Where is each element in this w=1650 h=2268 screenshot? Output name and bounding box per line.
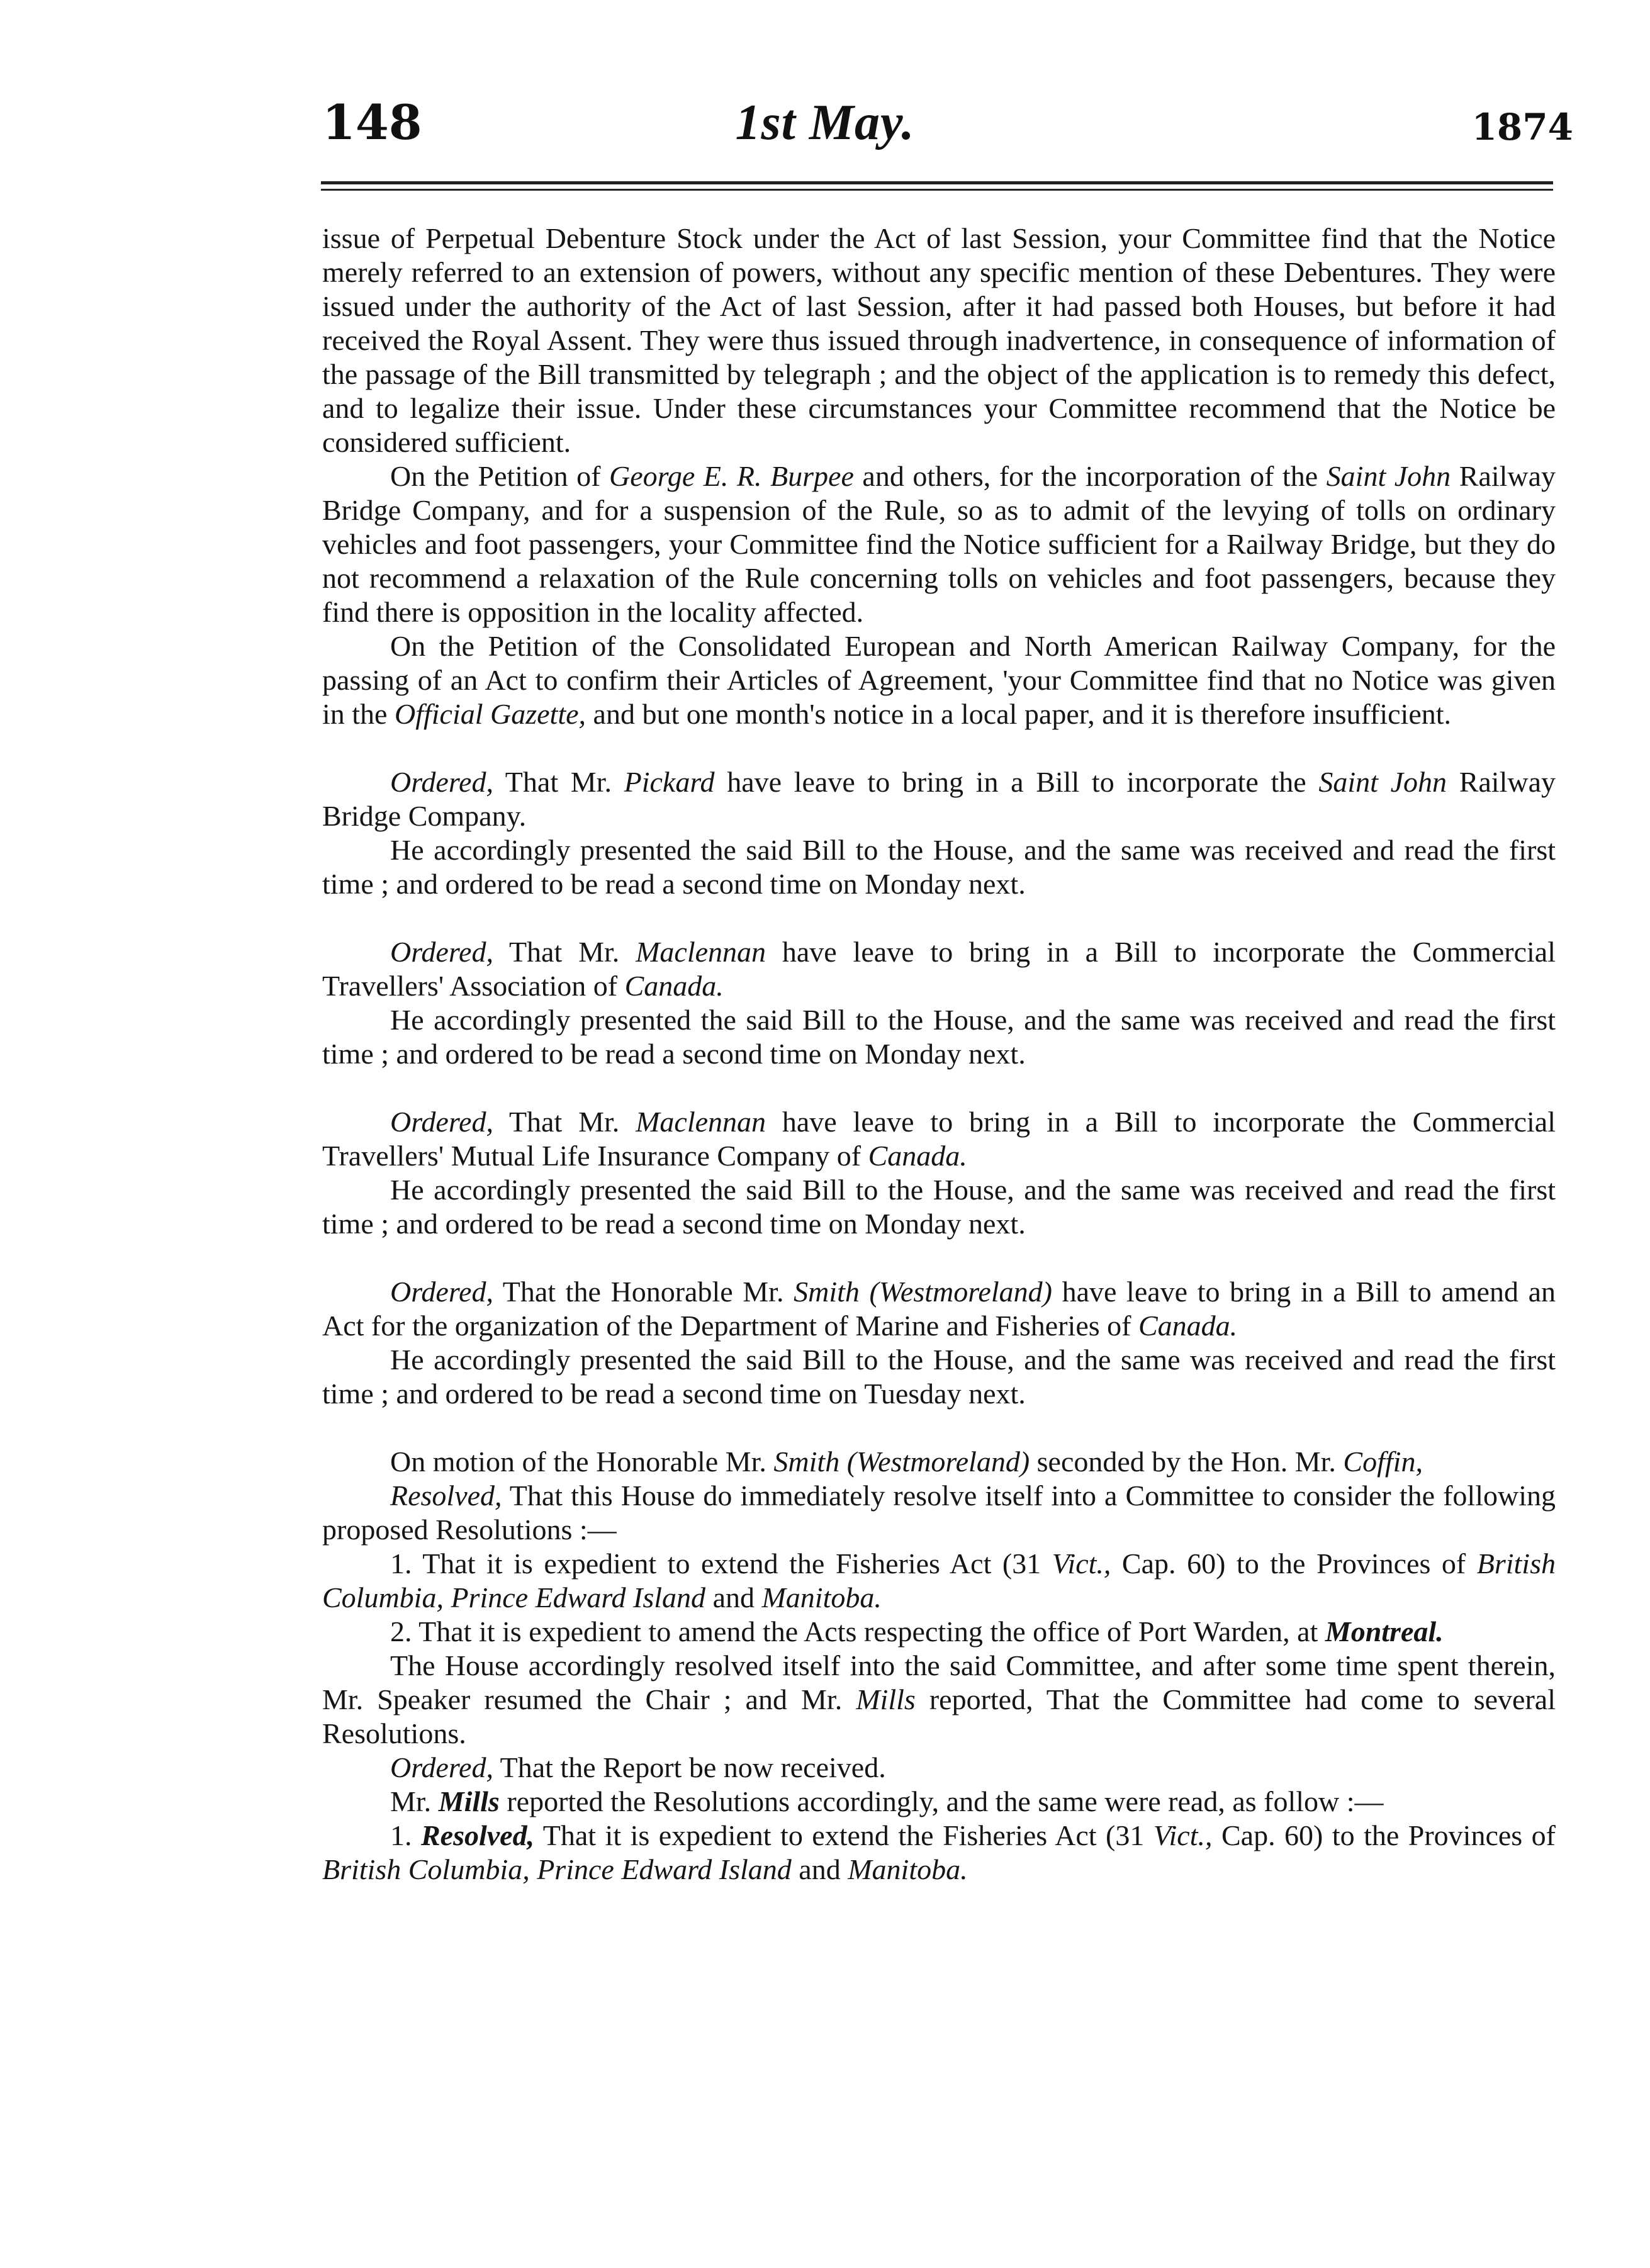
header-rule-top: [321, 181, 1553, 184]
emphasis-run: Canada.: [1138, 1310, 1238, 1342]
emphasis-run: Manitoba.: [848, 1853, 968, 1885]
text-run: have leave to bring in a Bill to incorporate the Commercial Travellers' Mutual Life Insurance Company of: [322, 1106, 1556, 1172]
page-body: [322, 222, 1556, 1887]
text-run: and but one month's notice in a local paper, and it is therefore insufficient.: [586, 698, 1452, 730]
text-run: On motion of the Honorable Mr.: [390, 1446, 774, 1478]
emphasis-run: Mills: [856, 1683, 916, 1715]
text-run: have leave to bring in a Bill to incorporate the: [714, 766, 1319, 798]
paragraph: [322, 1751, 1556, 1785]
paragraph: [322, 1785, 1556, 1819]
text-run: and: [705, 1581, 762, 1614]
paragraph: [322, 629, 1556, 731]
emphasis-run: Pickard: [624, 766, 715, 798]
emphasis-run: British Columbia, Prince Edward Island: [322, 1853, 792, 1885]
emphasis-run: Vict.,: [1052, 1547, 1111, 1580]
text-run: Railway Bridge Company, and for a suspension of the Rule, so as to admit of the levying of tolls on ordinary vehicles and foot passengers, your Committee find the Notice sufficient for a Railway Bridge, but they do not recommend a relaxation of the Rule concerning tolls on vehicles and foot passengers, because they find there is opposition in the locality affected.: [322, 460, 1556, 628]
header-rule-bottom: [321, 189, 1553, 191]
text-run: He accordingly presented the said Bill to the House, and the same was received and read the first time ; and ordered to be read a second time on Tuesday next.: [322, 1344, 1556, 1410]
text-run: have leave to bring in a Bill to incorporate the Commercial Travellers' Association of: [322, 936, 1556, 1002]
emphasis-run: Coffin,: [1343, 1446, 1423, 1478]
running-head-year: 1874: [1471, 106, 1573, 149]
text-run: That it is expedient to extend the Fisheries Act (31: [534, 1819, 1153, 1851]
emphasis-run: Ordered,: [390, 936, 493, 968]
paragraph: [322, 765, 1556, 833]
emphasis-run: Canada.: [868, 1140, 967, 1172]
emphasis-run: Ordered,: [390, 1751, 493, 1783]
paragraph: [322, 1275, 1556, 1343]
paragraph: [322, 833, 1556, 901]
paragraph: [322, 1003, 1556, 1071]
text-run: issue of Perpetual Debenture Stock under the Act of last Session, your Committee find that the Notice merely referred to an extension of powers, without any specific mention of these Debentures. They were issued under the authority of the Act of last Session, after it had passed both Houses, but before it had received the Royal Assent. They were thus issued through inadvertence, in consequence of information of the passage of the Bill transmitted by telegraph ; and the object of the application is to remedy this defect, and to legalize their issue. Under these circumstances your Committee recommend that the Notice be considered sufficient.: [322, 222, 1556, 458]
text-run: 2. That it is expedient to amend the Acts respecting the office of Port Warden, at: [390, 1615, 1325, 1648]
text-run: Cap. 60) to the Provinces of: [1212, 1819, 1556, 1851]
emphasis-run: Resolved,: [390, 1479, 502, 1512]
emphasis-run: George E. R. Burpee: [609, 460, 854, 492]
text-run: He accordingly presented the said Bill to the House, and the same was received and read the first time ; and ordered to be read a second time on Monday next.: [322, 1174, 1556, 1240]
paragraph: [322, 1819, 1556, 1887]
emphasis-run: Ordered,: [390, 766, 493, 798]
text-run: He accordingly presented the said Bill to the House, and the same was received and read the first time ; and ordered to be read a second time on Monday next.: [322, 1004, 1556, 1070]
text-run: seconded by the Hon. Mr.: [1030, 1446, 1344, 1478]
text-run: That Mr.: [493, 936, 636, 968]
text-run: 1. That it is expedient to extend the Fisheries Act (31: [390, 1547, 1052, 1580]
paragraph: [322, 1445, 1556, 1479]
paragraph: [322, 222, 1556, 459]
paragraph: [322, 459, 1556, 629]
page-number: 148: [322, 94, 422, 150]
running-head-date: 1st May.: [735, 95, 915, 150]
paragraph: [322, 1615, 1556, 1649]
emphasis-run: Official Gazette,: [394, 698, 586, 730]
text-run: 1.: [390, 1819, 421, 1851]
text-run: That Mr.: [493, 766, 624, 798]
paragraph: [322, 935, 1556, 1003]
emphasis-run: Resolved,: [420, 1819, 535, 1851]
paragraph: [322, 1547, 1556, 1615]
text-run: and: [791, 1853, 848, 1885]
text-run: That the Honorable Mr.: [493, 1276, 794, 1308]
text-run: reported, That the Committee had come to several Resolutions.: [322, 1683, 1556, 1749]
emphasis-run: Manitoba.: [761, 1581, 882, 1614]
paragraph: [322, 1173, 1556, 1241]
emphasis-run: British Columbia, Prince Edward Island: [322, 1547, 1556, 1614]
text-run: The House accordingly resolved itself into the said Committee, and after some time spent therein, Mr. Speaker resumed the Chair ; and Mr.: [322, 1649, 1556, 1715]
emphasis-run: Smith (Westmoreland): [794, 1276, 1052, 1308]
paragraph: [322, 1343, 1556, 1411]
paragraph: [322, 1479, 1556, 1547]
emphasis-run: Mills: [438, 1785, 500, 1817]
emphasis-run: Maclennan: [636, 936, 766, 968]
emphasis-run: Saint John: [1326, 460, 1451, 492]
emphasis-run: Vict.,: [1153, 1819, 1213, 1851]
paragraph: [322, 1105, 1556, 1173]
text-run: That this House do immediately resolve itself into a Committee to consider the following proposed Resolutions :—: [322, 1479, 1556, 1546]
emphasis-run: Ordered,: [390, 1276, 493, 1308]
emphasis-run: Montreal.: [1325, 1615, 1444, 1648]
text-run: On the Petition of the Consolidated European and North American Railway Company, for the passing of an Act to confirm their Articles of Agreement, 'your Committee find that no Notice was given in the: [322, 630, 1556, 730]
emphasis-run: Saint John: [1318, 766, 1447, 798]
text-run: and others, for the incorporation of the: [853, 460, 1327, 492]
text-run: That the Report be now received.: [493, 1751, 886, 1783]
text-run: On the Petition of: [390, 460, 609, 492]
text-run: He accordingly presented the said Bill to the House, and the same was received and read the first time ; and ordered to be read a second time on Monday next.: [322, 834, 1556, 900]
emphasis-run: Ordered,: [390, 1106, 493, 1138]
emphasis-run: Canada.: [624, 970, 724, 1002]
emphasis-run: Maclennan: [636, 1106, 766, 1138]
text-run: have leave to bring in a Bill to amend an Act for the organization of the Department of Marine and Fisheries of: [322, 1276, 1556, 1342]
emphasis-run: Smith (Westmoreland): [773, 1446, 1030, 1478]
text-run: Mr.: [390, 1785, 439, 1817]
text-run: reported the Resolutions accordingly, and the same were read, as follow :—: [499, 1785, 1384, 1817]
paragraph: [322, 1649, 1556, 1751]
text-run: Railway Bridge Company.: [322, 766, 1556, 832]
text-run: Cap. 60) to the Provinces of: [1111, 1547, 1477, 1580]
text-run: That Mr.: [493, 1106, 636, 1138]
